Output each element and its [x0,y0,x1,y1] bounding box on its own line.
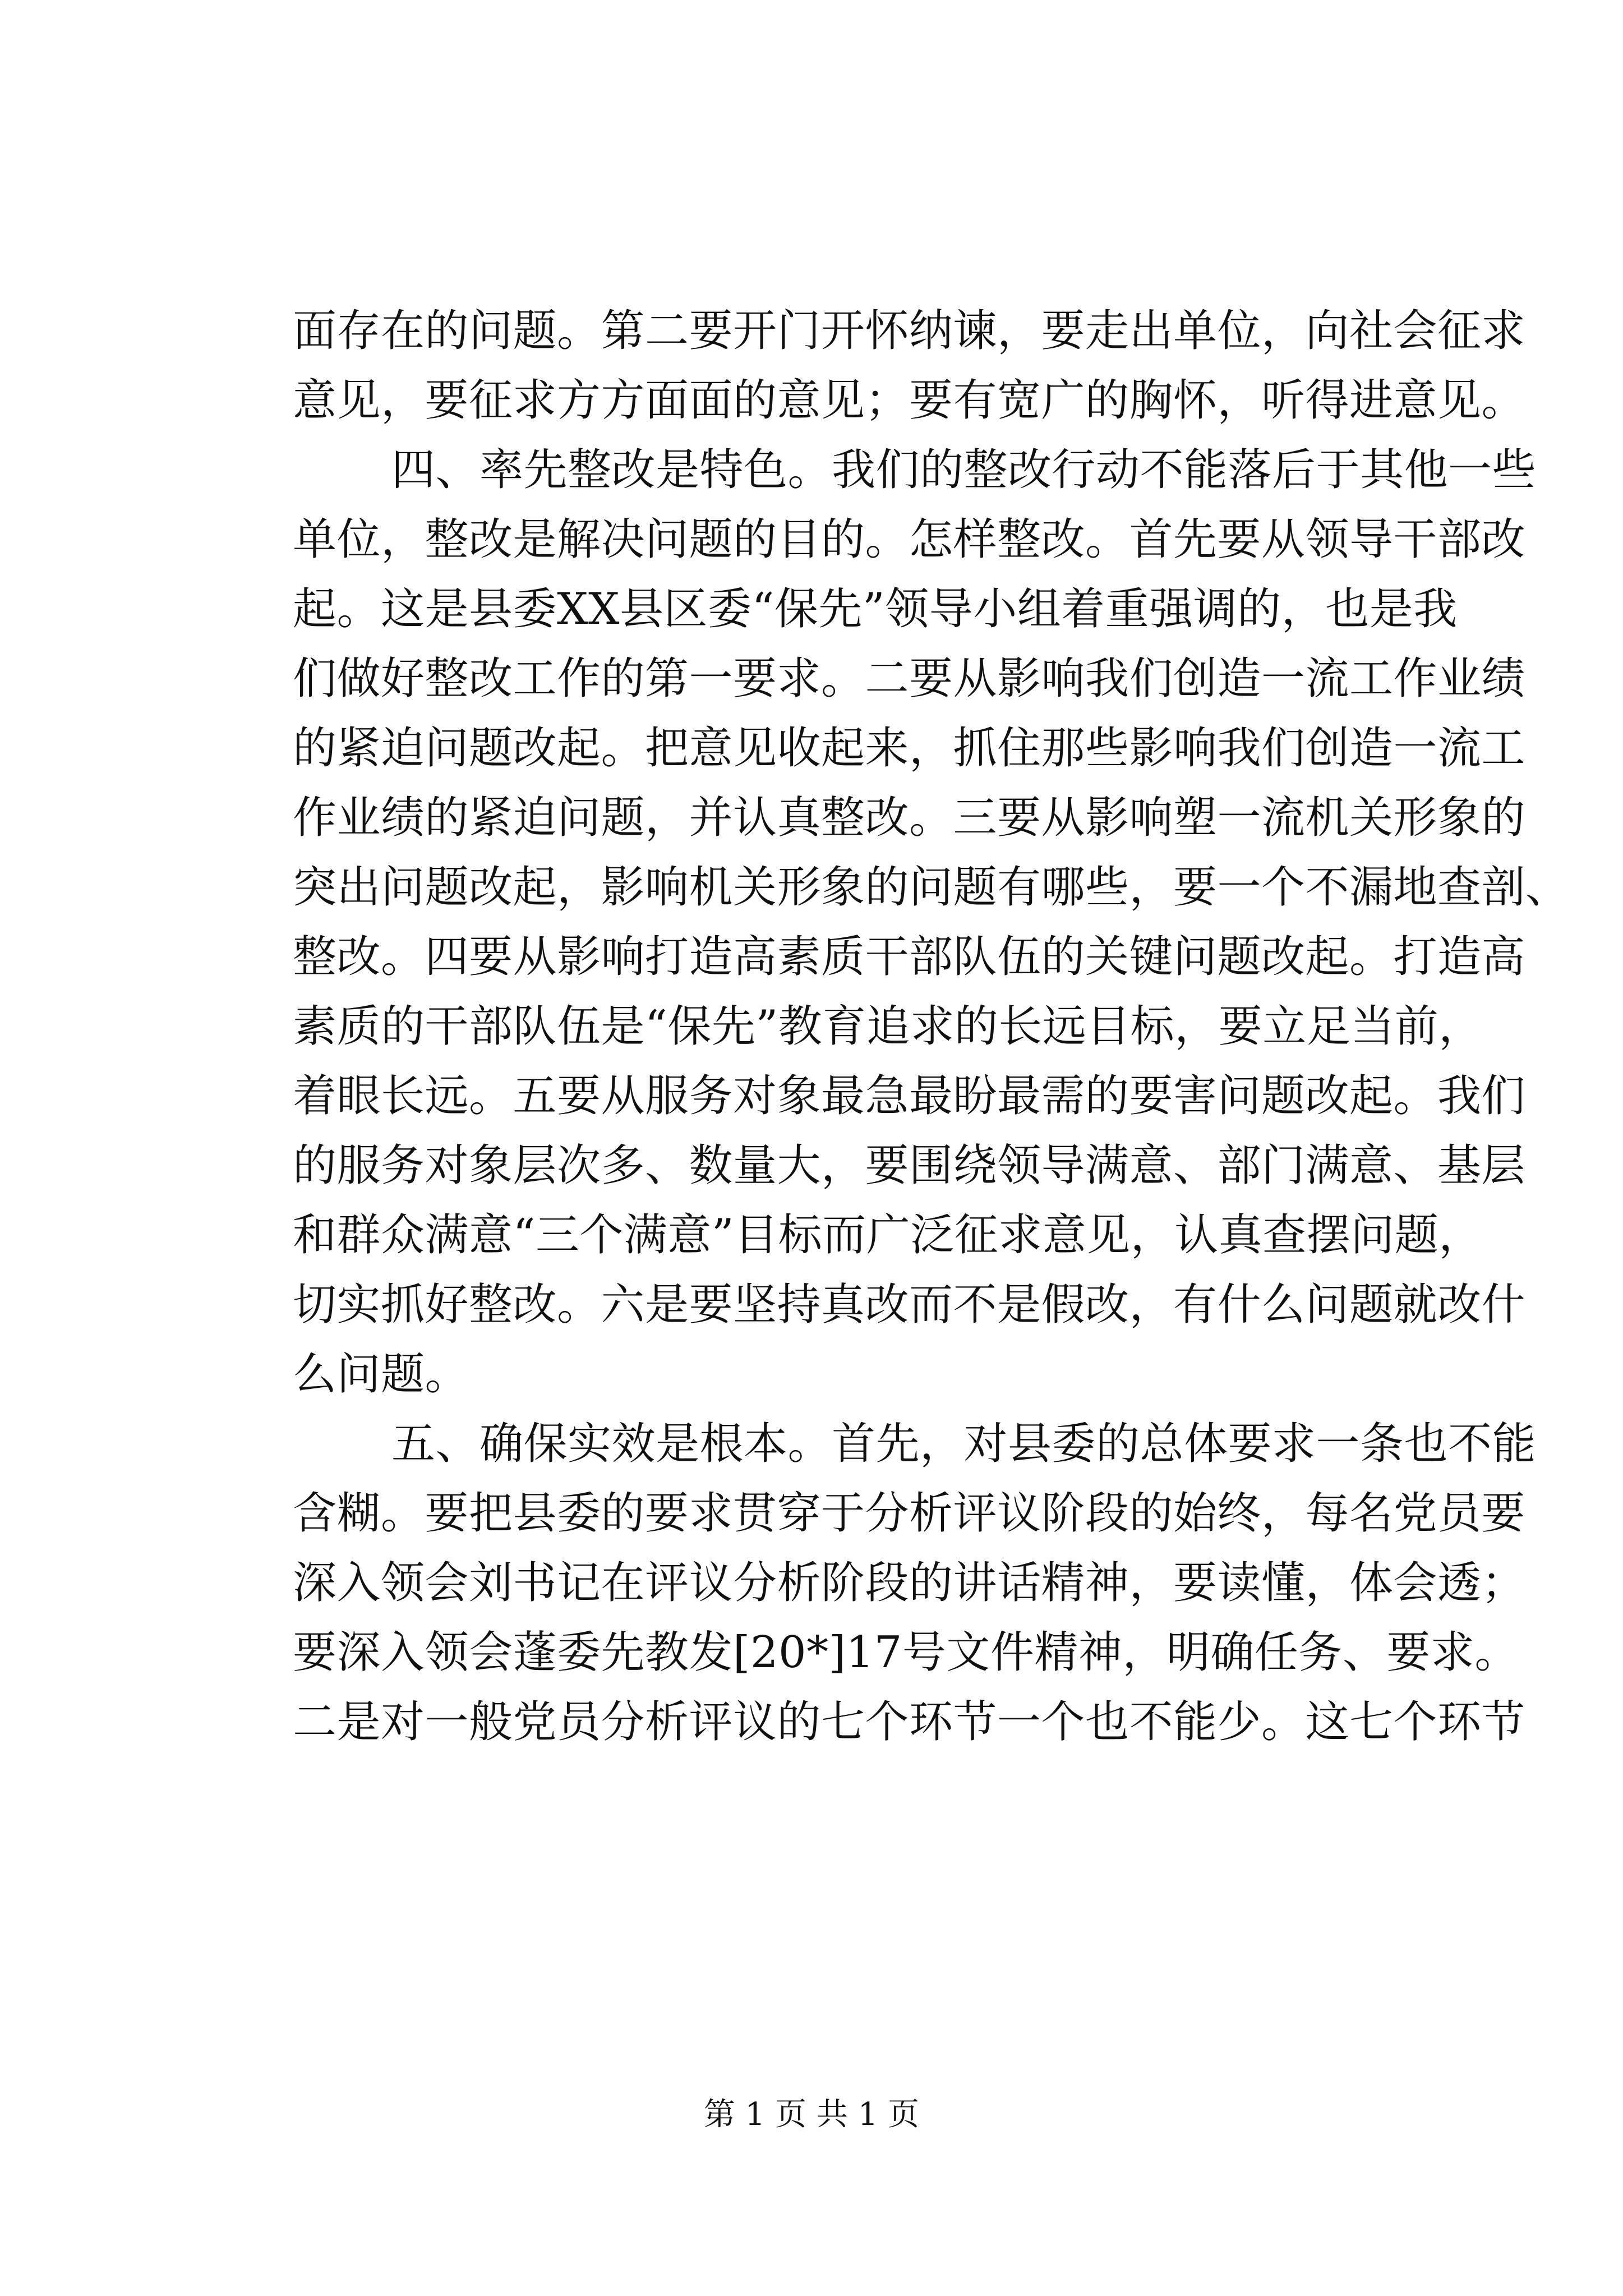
text-line: 含糊。要把县委的要求贯穿于分析评议阶段的始终，每名党员要 [293,1488,1526,1539]
paragraph-heading-line: 五、确保实效是根本。首先，对县委的总体要求一条也不能 [391,1419,1537,1469]
paragraph-heading-line: 四、率先整改是特色。我们的整改行动不能落后于其他一些 [391,445,1537,495]
text-line: 作业绩的紧迫问题，并认真整改。三要从影响塑一流机关形象的 [293,793,1526,843]
text-line: 着眼长远。五要从服务对象最急最盼最需的要害问题改起。我们 [293,1071,1526,1121]
text-line: 面存在的问题。第二要开门开怀纳谏，要走出单位，向社会征求 [293,306,1526,356]
text-line: 意见，要征求方方面面的意见；要有宽广的胸怀，听得进意见。 [293,375,1526,426]
text-line: 的紧迫问题改起。把意见收起来，抓住那些影响我们创造一流工 [293,723,1526,774]
text-line: 和群众满意“三个满意”目标而广泛征求意见，认真查摆问题， [293,1210,1483,1260]
document-body [293,296,1570,1757]
text-line: 们做好整改工作的第一要求。二要从影响我们创造一流工作业绩 [293,654,1526,704]
text-line: 素质的干部队伍是“保先”教育追求的长远目标，要立足当前， [293,1001,1483,1052]
text-line: 单位，整改是解决问题的目的。怎样整改。首先要从领导干部改 [293,514,1526,565]
text-line: 要深入领会蓬委先教发[20*]17号文件精神，明确任务、要求。 [293,1627,1519,1678]
text-line: 突出问题改起，影响机关形象的问题有哪些，要一个不漏地查剖、 [293,862,1570,913]
text-line: 深入领会刘书记在评议分析阶段的讲话精神，要读懂，体会透； [293,1558,1526,1608]
page-number-footer: 第 1 页 共 1 页 [703,2096,920,2133]
text-line: 切实抓好整改。六是要坚持真改而不是假改，有什么问题就改什 [293,1280,1526,1330]
text-line: 起。这是县委XX县区委“保先”领导小组着重强调的，也是我 [293,584,1458,634]
text-line: 整改。四要从影响打造高素质干部队伍的关键问题改起。打造高 [293,932,1526,982]
text-line: 二是对一般党员分析评议的七个环节一个也不能少。这七个环节 [293,1697,1526,1747]
text-line: 么问题。 [293,1349,469,1400]
text-line: 的服务对象层次多、数量大，要围绕领导满意、部门满意、基层 [293,1140,1526,1191]
